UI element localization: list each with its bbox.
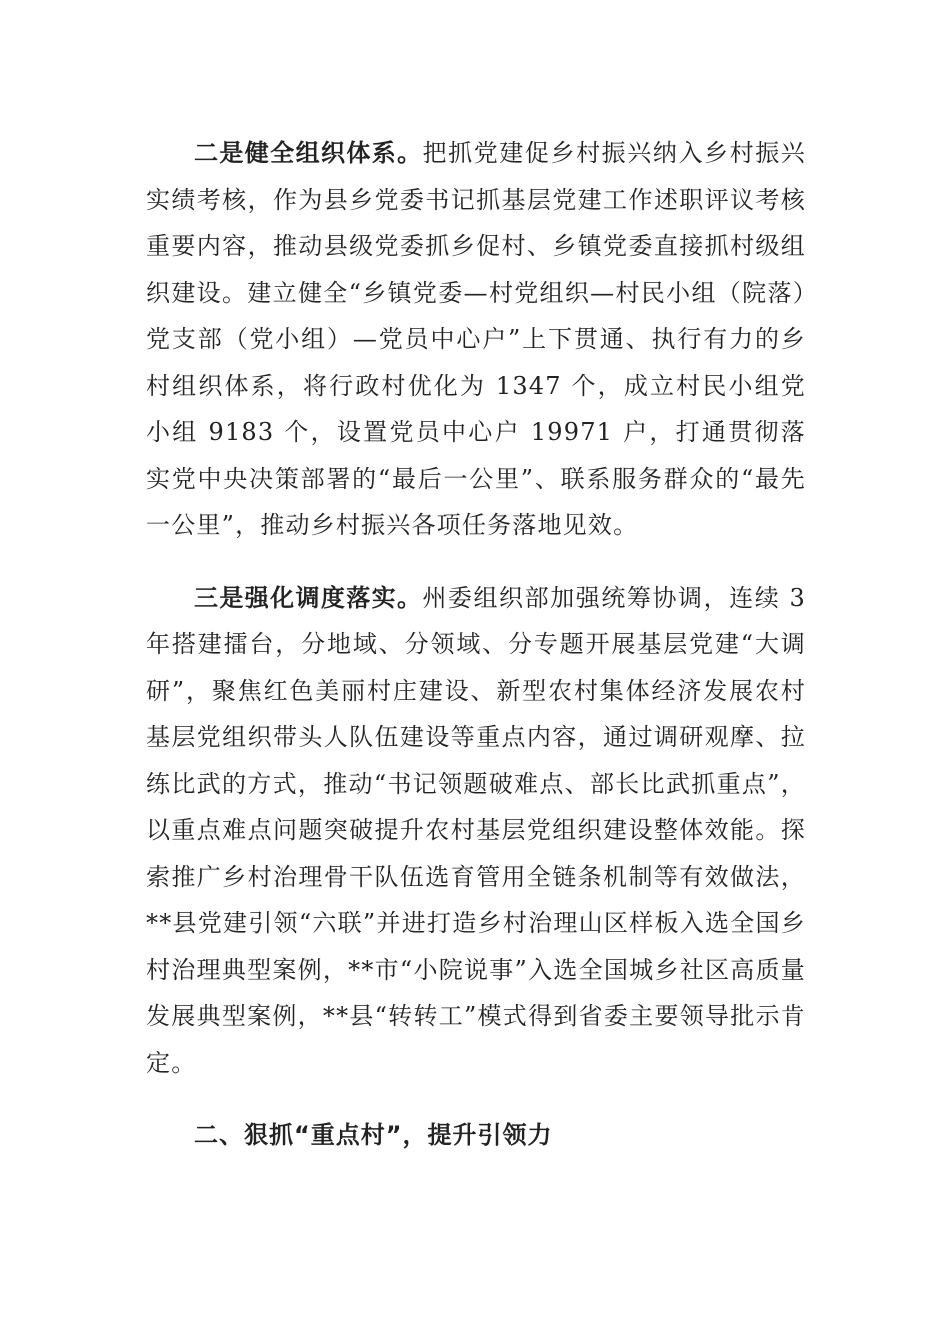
paragraph-text: 把抓党建促乡村振兴纳入乡村振兴实绩考核，作为县乡党委书记抓基层党建工作述职评议考核重要内容，推动县级党委抓乡促村、乡镇党委直接抓村级组织建设。建立健全“乡镇党委—村党组织—村民小组（院落）党支部（党小组）—党员中心户”上下贯通、执行有力的乡村组织体系，将行政村优化为 1347 个，成立村民小组党小组 9183 个，设置党员中心户 19971 户，打通贯彻落实党中央决策部署的“最后一公里”、联系服务群众的“最先一公里”，推动乡村振兴各项任务落地见效。: [146, 139, 807, 539]
paragraph-scheduling-implementation: [146, 575, 806, 1087]
document-body: [146, 130, 806, 1159]
paragraph-organization-system: [146, 130, 806, 549]
section-heading: 二、狠抓“重点村”，提升引领力: [194, 1121, 553, 1149]
paragraph-lead-heading: 三是强化调度落实。: [194, 583, 423, 612]
paragraph-text: 州委组织部加强统筹协调，连续 3 年搭建擂台，分地域、分领域、分专题开展基层党建“大调研”，聚焦红色美丽村庄建设、新型农村集体经济发展农村基层党组织带头人队伍建设等重点内容，通过调研观摩、拉练比武的方式，推动“书记领题破难点、部长比武抓重点”，以重点难点问题突破提升农村基层党组织建设整体效能。探索推广乡村治理骨干队伍选育管用全链条机制等有效做法，**县党建引领“六联”并进打造乡村治理山区样板入选全国乡村治理典型案例，**市“小院说事”入选全国城乡社区高质量发展典型案例，**县“转转工”模式得到省委主要领导批示肯定。: [146, 583, 806, 1077]
paragraph-lead-heading: 二是健全组织体系。: [194, 139, 423, 167]
